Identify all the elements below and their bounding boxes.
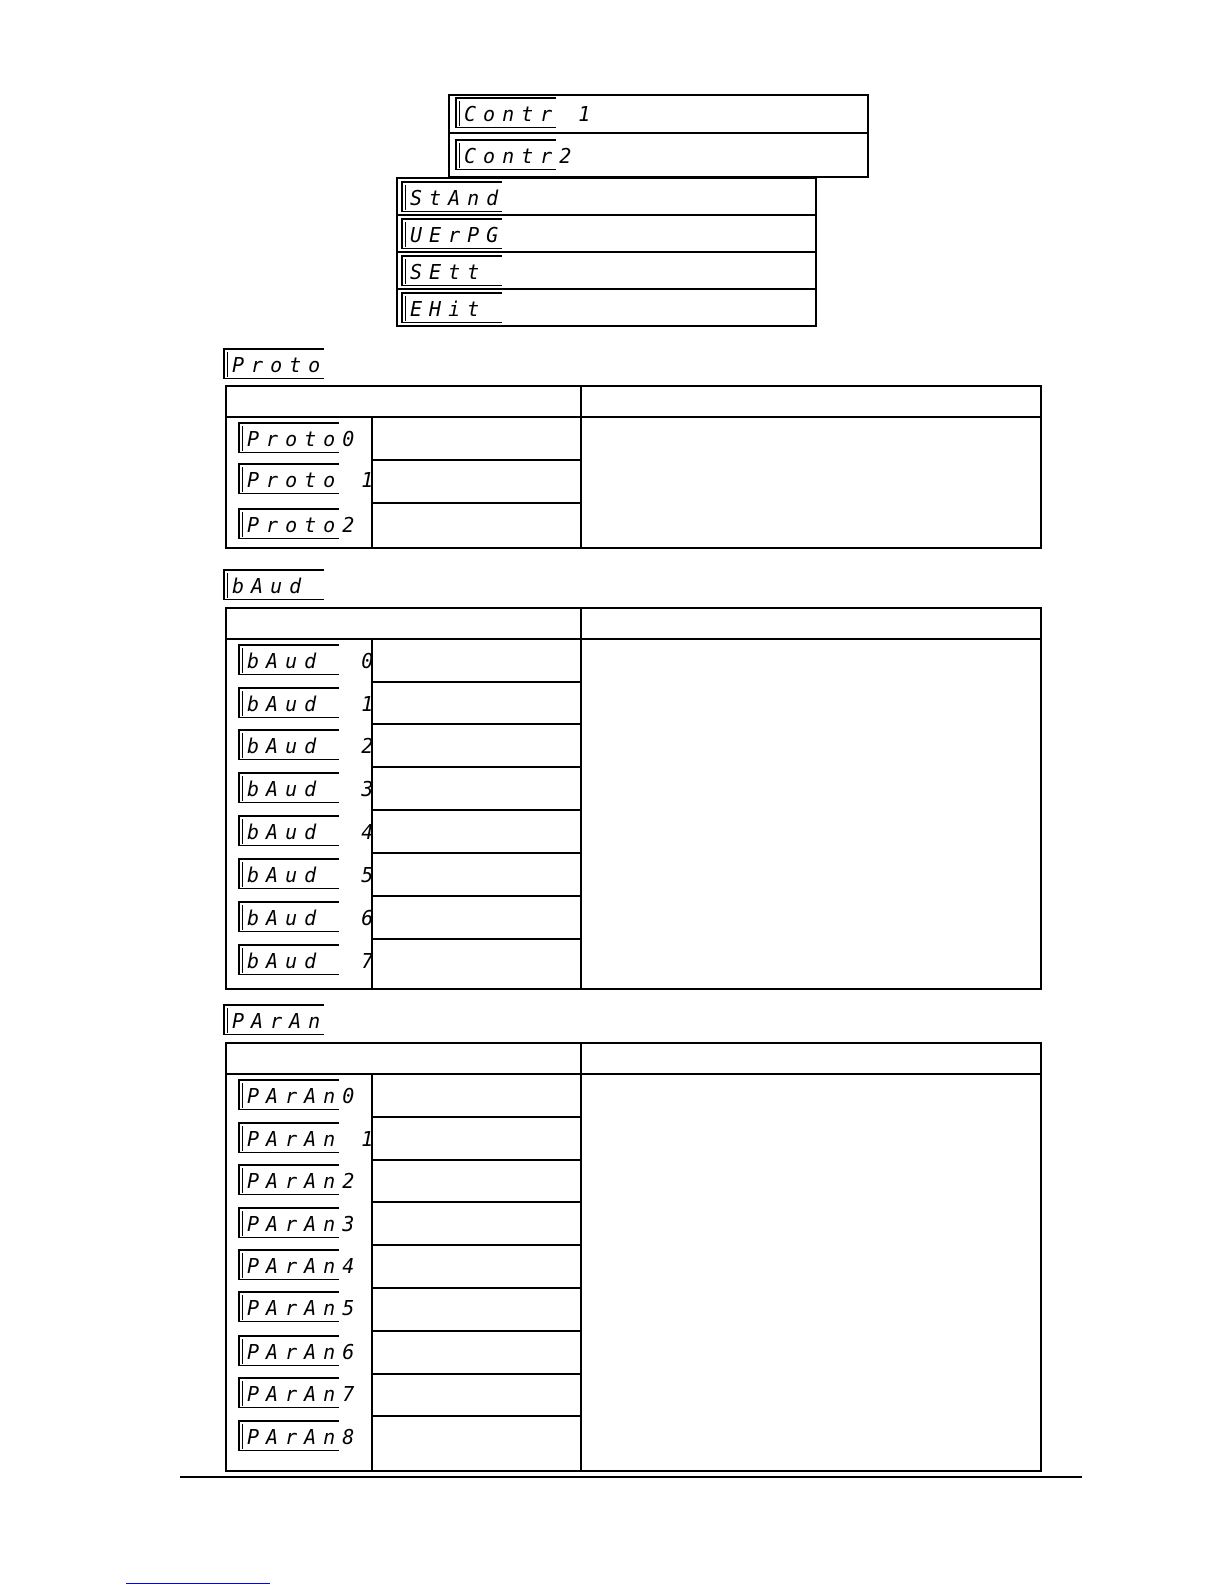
option-proto1[interactable]: Proto 1	[238, 463, 339, 494]
menu-item-ehit[interactable]: EHit	[401, 292, 502, 323]
menu-item-stand[interactable]: StAnd	[401, 181, 502, 212]
footer-rule	[180, 1476, 1082, 1478]
option-paran4[interactable]: PArAn4	[238, 1249, 339, 1280]
section-title-proto: Proto	[223, 348, 324, 379]
option-paran2[interactable]: PArAn2	[238, 1164, 339, 1195]
section-title-paran: PArAn	[223, 1004, 324, 1035]
option-paran6[interactable]: PArAn6	[238, 1335, 339, 1366]
option-baud5[interactable]: bAud 5	[238, 858, 339, 889]
section-title-baud: bAud	[223, 569, 324, 600]
option-baud1[interactable]: bAud 1	[238, 687, 339, 718]
option-proto2[interactable]: Proto2	[238, 508, 339, 539]
option-proto0[interactable]: Proto0	[238, 422, 339, 453]
footer-link-underline	[126, 1583, 270, 1584]
menu-item-contr1[interactable]: Contr 1	[455, 97, 556, 128]
option-baud2[interactable]: bAud 2	[238, 729, 339, 760]
option-baud4[interactable]: bAud 4	[238, 815, 339, 846]
option-paran5[interactable]: PArAn5	[238, 1291, 339, 1322]
option-paran3[interactable]: PArAn3	[238, 1207, 339, 1238]
option-paran1[interactable]: PArAn 1	[238, 1122, 339, 1153]
menu-item-uerpg[interactable]: UErPG	[401, 218, 502, 249]
menu-item-contr2[interactable]: Contr2	[455, 139, 556, 170]
option-paran0[interactable]: PArAn0	[238, 1079, 339, 1110]
option-paran8[interactable]: PArAn8	[238, 1420, 339, 1451]
option-baud6[interactable]: bAud 6	[238, 901, 339, 932]
option-baud3[interactable]: bAud 3	[238, 772, 339, 803]
option-baud7[interactable]: bAud 7	[238, 944, 339, 975]
menu-item-sett[interactable]: SEtt	[401, 255, 502, 286]
option-baud0[interactable]: bAud 0	[238, 644, 339, 675]
option-paran7[interactable]: PArAn7	[238, 1377, 339, 1408]
